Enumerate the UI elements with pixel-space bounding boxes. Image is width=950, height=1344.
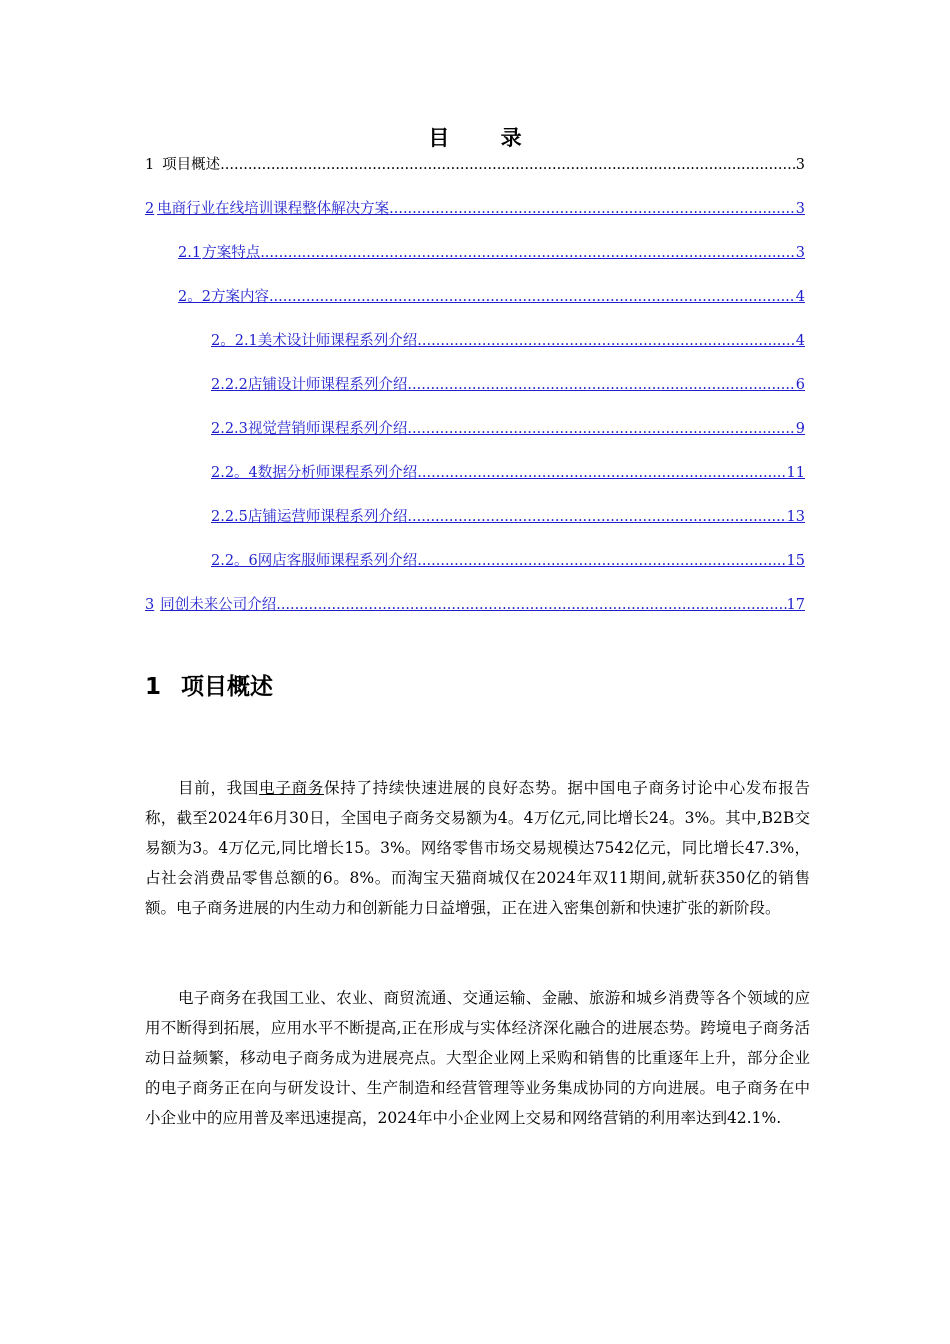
toc-entry-text: 项目概述 (162, 157, 221, 173)
toc-entry-number: 2.2。6 (211, 553, 258, 569)
toc-entry-number: 2。2.1 (211, 333, 258, 349)
toc-entry-number: 2.2.2 (211, 377, 248, 393)
toc-entry-number: 1 (145, 157, 155, 173)
toc-link[interactable] (178, 241, 805, 262)
toc-entry-text: 店铺设计师课程系列介绍 (247, 377, 408, 393)
toc-entry-2-2 (0, 285, 950, 307)
toc-entry-text: 方案内容 (210, 289, 269, 305)
toc-entry-2 (0, 197, 950, 219)
toc-entry-2-2-1 (0, 329, 950, 351)
toc-entry-2-2-6 (0, 549, 950, 571)
toc-entry-text: 视觉营销师课程系列介绍 (247, 421, 408, 437)
toc-entry-number: 2。2 (178, 289, 211, 305)
toc-entry-text: 数据分析师课程系列介绍 (257, 465, 418, 481)
paragraph-text: 电子商务在我国工业、农业、商贸流通、交通运输、金融、旅游和城乡消费等各个领域的应用不断得到拓展，应用水平不断提高,正在形成与实体经济深化融合的进展态势。跨境电子商务活动日益频繁，移动电子商务成为进展亮点。大型企业网上采购和销售的比重逐年上升，部分企业的电子商务正在向与研发设计、生产制造和经营管理等业务集成协同的方向进展。电子商务在中小企业中的应用普及率迅速提高，2024年中小企业网上交易和网络营销的利用率达到42.1%. (145, 989, 810, 1127)
toc-entry-page: 3 (795, 201, 805, 217)
toc-entry-text: 方案特点 (202, 245, 261, 261)
toc-leader-dots (417, 465, 786, 481)
toc-link[interactable] (211, 549, 805, 570)
toc-entry-page: 3 (795, 157, 805, 173)
toc-link[interactable] (145, 197, 805, 218)
toc-entry-page: 4 (795, 333, 805, 349)
toc-entry-page: 17 (786, 597, 805, 613)
section-title: 项目概述 (181, 674, 273, 700)
toc-entry-2-2-2 (0, 373, 950, 395)
section-heading (145, 668, 273, 701)
toc-link[interactable] (211, 329, 805, 350)
section-number: 1 (145, 674, 162, 700)
paragraph-1 (145, 773, 810, 923)
toc-entry-1 (0, 153, 950, 175)
toc-leader-dots (220, 157, 796, 173)
toc-entry-page: 9 (795, 421, 805, 437)
toc-leader-dots (269, 289, 796, 305)
toc-entry-2-2-4 (0, 461, 950, 483)
toc-entry-number: 2.2.3 (211, 421, 248, 437)
toc-leader-dots (407, 421, 795, 437)
toc-leader-dots (417, 553, 786, 569)
toc-leader-dots (389, 201, 796, 217)
toc-entry-page: 11 (786, 465, 805, 481)
ecommerce-link[interactable]: 电子商务 (259, 779, 325, 797)
toc-title: 目 录 (428, 125, 544, 150)
toc-leader-dots (276, 597, 786, 613)
toc-leader-dots (260, 245, 796, 261)
toc-leader-dots (407, 509, 786, 525)
toc-link[interactable] (211, 505, 805, 526)
toc-entry-page: 4 (795, 289, 805, 305)
paragraph-text: 目前，我国 (178, 779, 260, 797)
toc-entry-2-2-3 (0, 417, 950, 439)
toc-entry-page: 15 (786, 553, 805, 569)
toc-entry-page: 6 (795, 377, 805, 393)
toc-link[interactable] (211, 461, 805, 482)
toc-entry-2-1 (0, 241, 950, 263)
toc-entry-text: 店铺运营师课程系列介绍 (247, 509, 408, 525)
toc-link[interactable] (145, 593, 805, 614)
paragraph-text: 保持了持续快速进展的良好态势。据中国电子商务讨论中心发布报告称，截至2024年6月30日，全国电子商务交易额为4。4万亿元,同比增长24。3%。其中,B2B交易额为3。4万亿元,同比增长15。3%。网络零售市场交易规模达7542亿元，同比增长47.3%，占社会消费品零售总额的6。8%。而淘宝天猫商城仅在2024年双11期间,就斩获350亿的销售额。电子商务进展的内生动力和创新能力日益增强，正在进入密集创新和快速扩张的新阶段。 (145, 779, 810, 917)
toc-entry-number: 3 (145, 597, 155, 613)
toc-entry-number: 2.2。4 (211, 465, 258, 481)
toc-entry-text: 同创未来公司介绍 (160, 597, 277, 613)
toc-leader-dots (417, 333, 795, 349)
toc-link[interactable] (211, 417, 805, 438)
toc-entry-number: 2.1 (178, 245, 202, 261)
toc-link[interactable] (211, 373, 805, 394)
toc-entry-text: 美术设计师课程系列介绍 (257, 333, 418, 349)
toc-entry-3 (0, 593, 950, 615)
toc-link[interactable] (178, 285, 805, 306)
toc-entry-2-2-5 (0, 505, 950, 527)
toc-entry-page: 13 (786, 509, 805, 525)
toc-entry-plain (145, 153, 805, 174)
toc-entry-page: 3 (795, 245, 805, 261)
toc-entry-number: 2.2.5 (211, 509, 248, 525)
toc-entry-text: 网店客服师课程系列介绍 (257, 553, 418, 569)
toc-leader-dots (407, 377, 795, 393)
paragraph-2 (145, 983, 810, 1133)
toc-entry-text: 电商行业在线培训课程整体解决方案 (157, 201, 390, 217)
toc-entry-number: 2 (145, 201, 155, 217)
